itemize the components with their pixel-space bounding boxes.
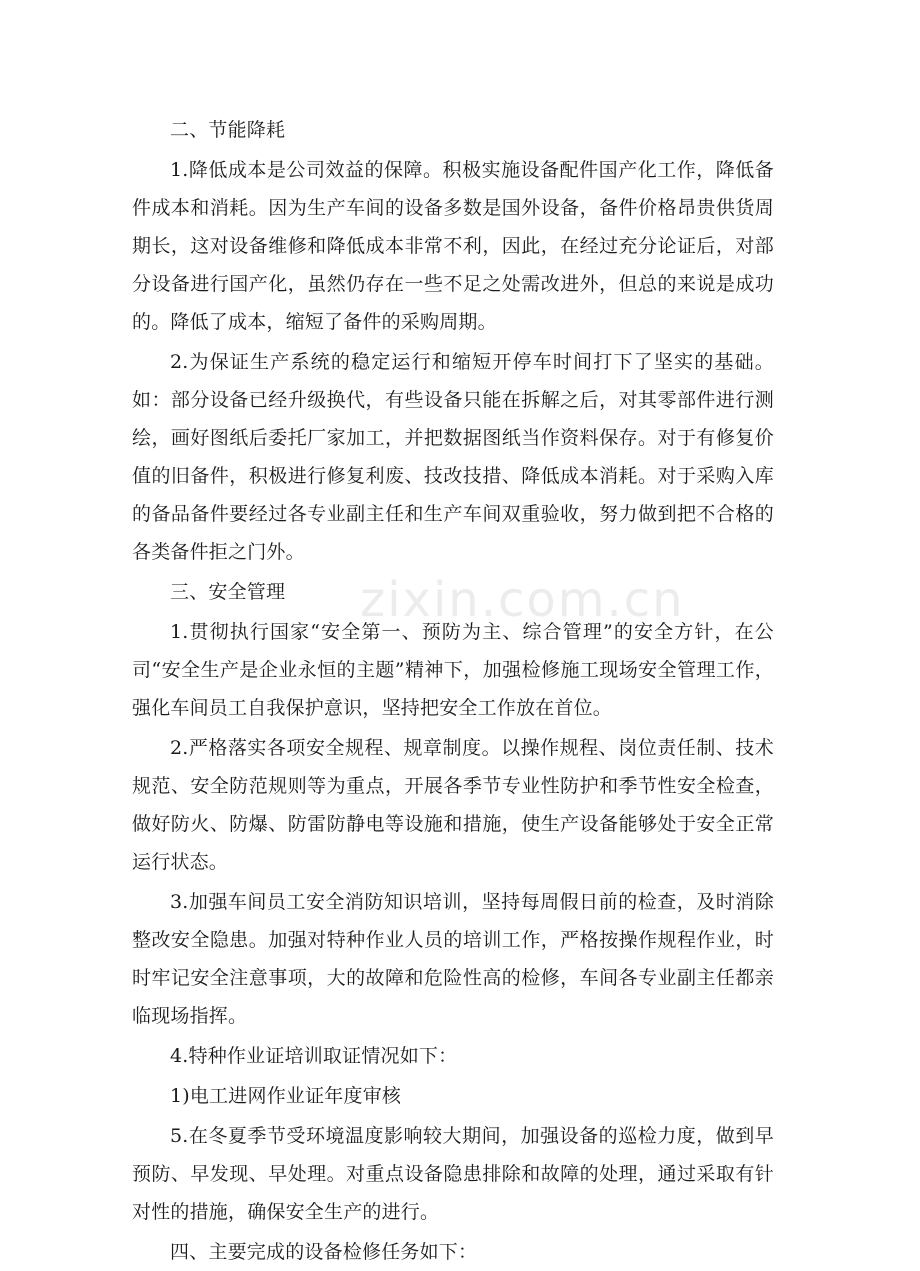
document-body [132, 111, 774, 1271]
paragraph-electrician-audit: 1)电工进网作业证年度审核 [170, 1085, 402, 1107]
paragraph-safety-policy: 1.贯彻执行国家“安全第一、预防为主、综合管理”的安全方针，在公司“安全生产是企业永恒的主题”精神下，加强检修施工现场安全管理工作，强化车间员工自我保护意识，坚持把安全工作放在首位。 [132, 621, 774, 719]
paragraph-cost-reduction: 1.降低成本是公司效益的保障。积极实施设备配件国产化工作，降低备件成本和消耗。因为生产车间的设备多数是国外设备，备件价格昂贵供货周期长，这对设备维修和降低成本非常不利，因此，在经过充分论证后，对部分设备进行国产化，虽然仍存在一些不足之处需改进外，但总的来说是成功的。降低了成本，缩短了备件的采购周期。 [132, 159, 774, 333]
paragraph-certification-status: 4.特种作业证培训取证情况如下： [170, 1045, 458, 1067]
section-heading-maintenance-tasks: 四、主要完成的设备检修任务如下： [170, 1241, 478, 1263]
section-heading-energy-saving: 二、节能降耗 [170, 119, 286, 141]
paragraph-safety-training: 3.加强车间员工安全消防知识培训，坚持每周假日前的检查，及时消除整改安全隐患。加强对特种作业人员的培训工作，严格按操作规程作业，时时牢记安全注意事项，大的故障和危险性高的检修，车间各专业副主任都亲临现场指挥。 [132, 891, 774, 1027]
section-heading-safety-management: 三、安全管理 [170, 581, 286, 603]
paragraph-system-stability: 2.为保证生产系统的稳定运行和缩短开停车时间打下了坚实的基础。如：部分设备已经升级换代，有些设备只能在拆解之后，对其零部件进行测绘，画好图纸后委托厂家加工，并把数据图纸当作资料保存。对于有修复价值的旧备件，积极进行修复利废、技改技措、降低成本消耗。对于采购入库的备品备件要经过各专业副主任和生产车间双重验收，努力做到把不合格的各类备件拒之门外。 [132, 351, 774, 563]
watermark: zixin.com.cn [360, 572, 685, 628]
paragraph-seasonal-inspection: 5.在冬夏季节受环境温度影响较大期间，加强设备的巡检力度，做到早预防、早发现、早处理。对重点设备隐患排除和故障的处理，通过采取有针对性的措施，确保安全生产的进行。 [132, 1125, 774, 1223]
paragraph-safety-rules: 2.严格落实各项安全规程、规章制度。以操作规程、岗位责任制、技术规范、安全防范规则等为重点，开展各季节专业性防护和季节性安全检查，做好防火、防爆、防雷防静电等设施和措施，使生产设备能够处于安全正常运行状态。 [132, 737, 774, 873]
